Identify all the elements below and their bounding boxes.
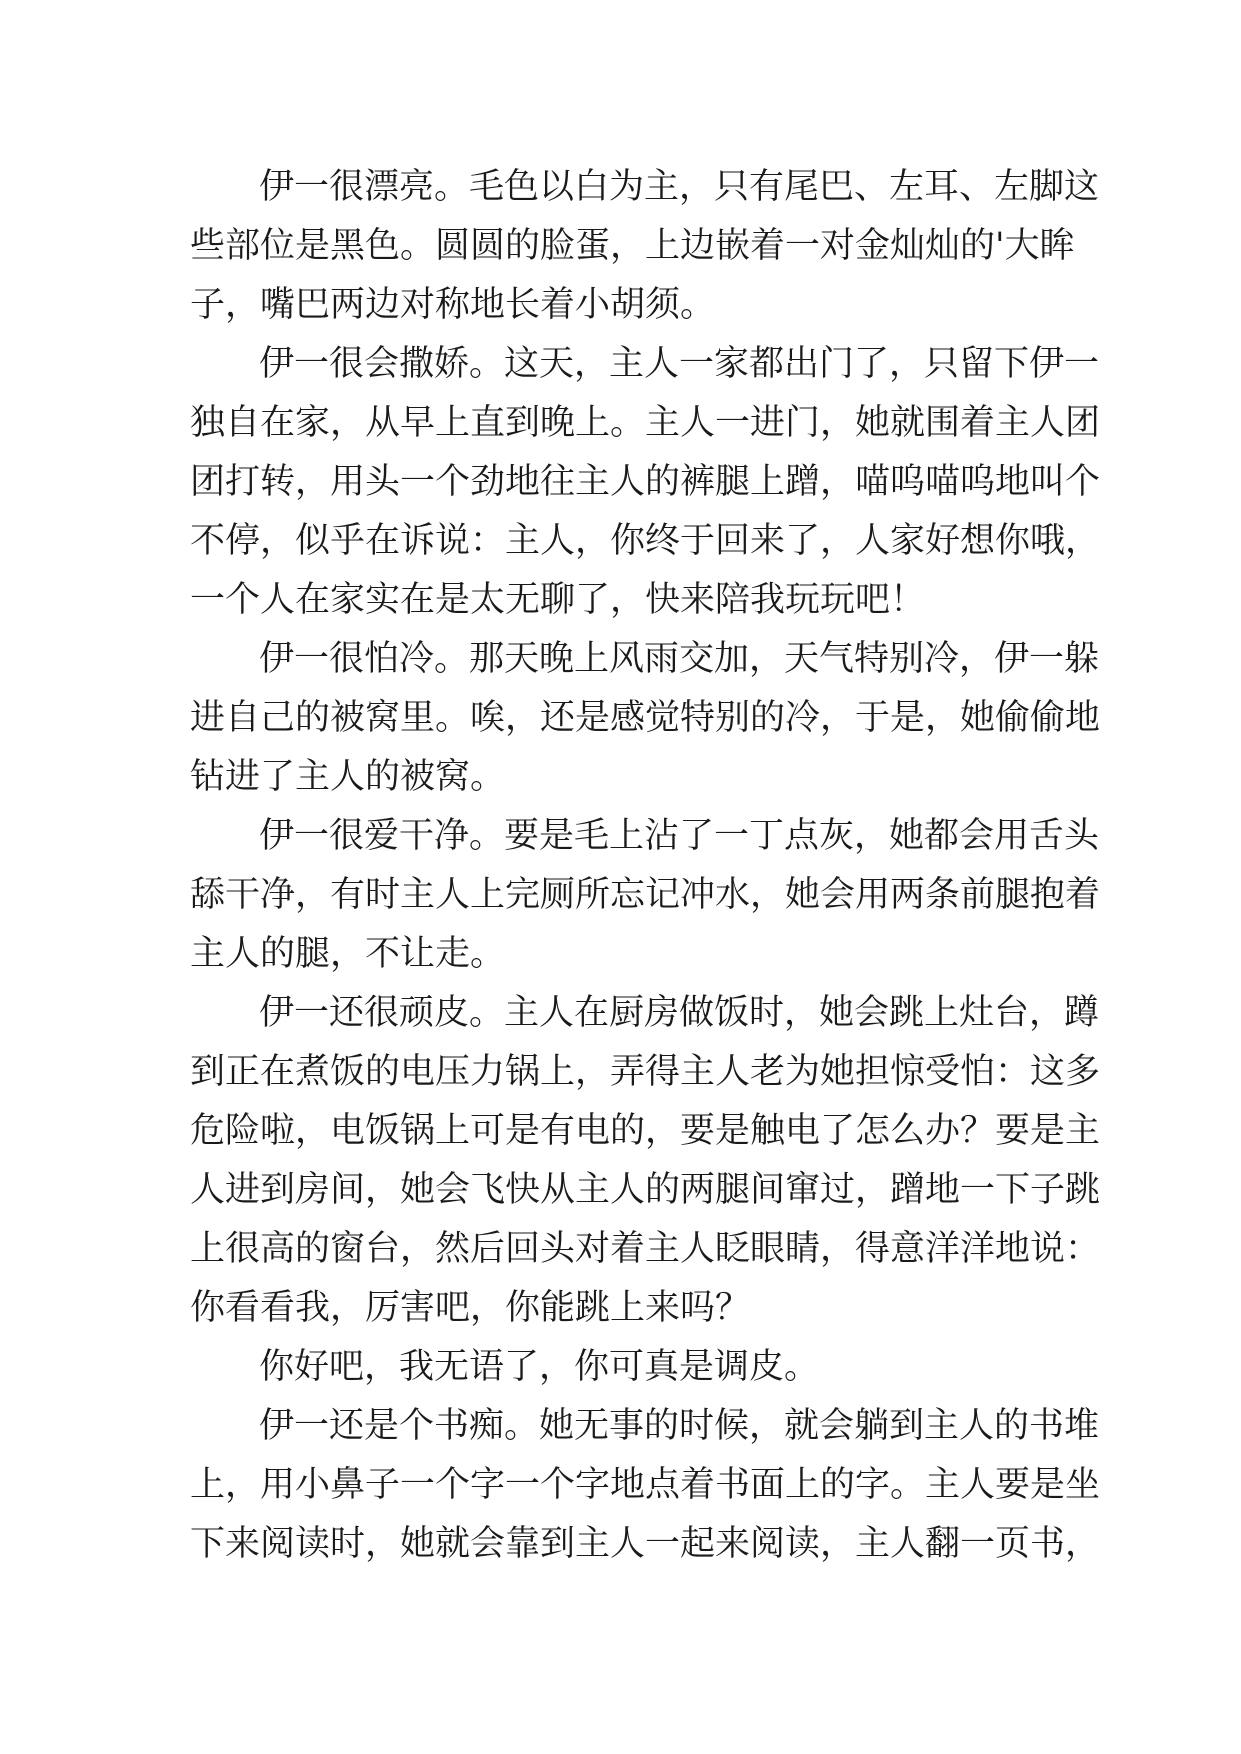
paragraph-first-line: 伊一还是个书痴。她无事的时候，就会躺到主人的书堆: [259, 1406, 1100, 1446]
paragraph-first-line: 你好吧，我无语了，你可真是调皮。: [259, 1347, 820, 1387]
text-line: 危险啦，电饭锅上可是有电的，要是触电了怎么办？要是主: [190, 1111, 1101, 1151]
text-line: 团打转，用头一个劲地往主人的裤腿上蹭，喵呜喵呜地叫个: [190, 462, 1101, 502]
paragraph-first-line: 伊一还很顽皮。主人在厨房做饭时，她会跳上灶台，蹲: [259, 993, 1100, 1033]
text-line: 主人的腿，不让走。: [190, 934, 506, 974]
paragraph-first-line: 伊一很怕冷。那天晚上风雨交加，天气特别冷，伊一躲: [259, 639, 1100, 679]
text-line: 独自在家，从早上直到晚上。主人一进门，她就围着主人团: [190, 403, 1101, 443]
paragraph-first-line: 伊一很会撒娇。这天，主人一家都出门了，只留下伊一: [259, 344, 1100, 384]
text-line: 人进到房间，她会飞快从主人的两腿间窜过，蹭地一下子跳: [190, 1170, 1101, 1210]
text-line: 下来阅读时，她就会靠到主人一起来阅读，主人翻一页书，: [190, 1524, 1101, 1564]
text-line: 进自己的被窝里。唉，还是感觉特别的冷，于是，她偷偷地: [190, 698, 1101, 738]
text-line: 一个人在家实在是太无聊了，快来陪我玩玩吧！: [190, 580, 926, 620]
text-line: 子，嘴巴两边对称地长着小胡须。: [190, 285, 716, 325]
text-line: 舔干净，有时主人上完厕所忘记冲水，她会用两条前腿抱着: [190, 875, 1101, 915]
text-line: 上很高的窗台，然后回头对着主人眨眼睛，得意洋洋地说：: [190, 1229, 1101, 1269]
text-line: 些部位是黑色。圆圆的脸蛋，上边嵌着一对金灿灿的'大眸: [190, 226, 1075, 266]
text-line: 你看看我，厉害吧，你能跳上来吗？: [190, 1288, 751, 1328]
text-line: 钻进了主人的被窝。: [190, 757, 506, 797]
body-text: [190, 158, 1101, 1574]
text-line: 不停，似乎在诉说：主人，你终于回来了，人家好想你哦，: [190, 521, 1101, 561]
paragraph-first-line: 伊一很漂亮。毛色以白为主，只有尾巴、左耳、左脚这: [259, 167, 1100, 207]
text-line: 上，用小鼻子一个字一个字地点着书面上的字。主人要是坐: [190, 1465, 1101, 1505]
paragraph-first-line: 伊一很爱干净。要是毛上沾了一丁点灰，她都会用舌头: [259, 816, 1100, 856]
text-line: 到正在煮饭的电压力锅上，弄得主人老为她担惊受怕：这多: [190, 1052, 1101, 1092]
